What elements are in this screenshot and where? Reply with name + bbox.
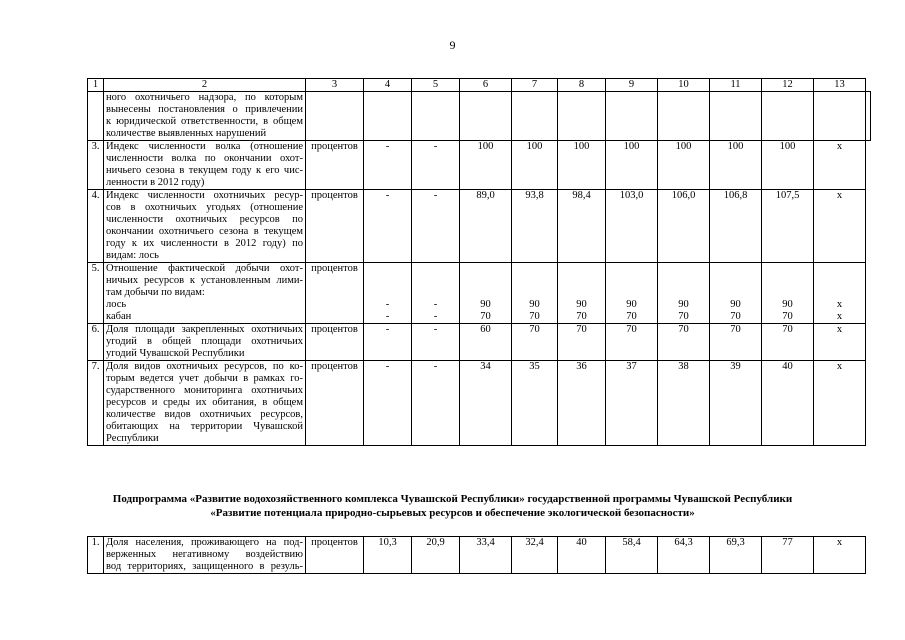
text-line: - bbox=[433, 361, 438, 372]
text-line: - bbox=[385, 361, 390, 372]
value-cell: 33,4 bbox=[460, 537, 512, 574]
table-row bbox=[88, 537, 866, 574]
value-cell bbox=[558, 361, 606, 446]
value-cell bbox=[364, 361, 412, 446]
indicators-table bbox=[87, 78, 871, 446]
value-cell bbox=[658, 141, 710, 190]
text-line: 93,8 bbox=[525, 190, 544, 201]
subprogram-title bbox=[0, 492, 905, 520]
text-line: численности волка по окончании охот- bbox=[106, 153, 303, 164]
indicator-name bbox=[104, 263, 306, 324]
subprogram-table bbox=[87, 536, 866, 574]
indicator-name bbox=[104, 190, 306, 263]
value-cell bbox=[866, 92, 871, 141]
unit-cell bbox=[306, 92, 364, 141]
spacer bbox=[764, 275, 811, 287]
text-line: - bbox=[433, 190, 438, 201]
text-line: 70 bbox=[782, 311, 793, 322]
text-line: x bbox=[836, 141, 843, 152]
text-line: 100 bbox=[526, 141, 543, 152]
row-number: 5. bbox=[88, 263, 104, 324]
column-header: 6 bbox=[460, 79, 512, 92]
text-line: численности охотничьих ресурсов по bbox=[106, 214, 303, 225]
text-line: 89,0 bbox=[476, 190, 495, 201]
row-number: 7. bbox=[88, 361, 104, 446]
text-line: - bbox=[385, 299, 390, 310]
text-line: лось bbox=[106, 299, 127, 310]
column-header: 12 bbox=[762, 79, 814, 92]
value-cell: 77 bbox=[762, 537, 814, 574]
value-cell bbox=[460, 92, 512, 141]
value-cell bbox=[512, 92, 558, 141]
column-header: 13 bbox=[814, 79, 866, 92]
text-line: Индекс численности волка (отношение bbox=[106, 141, 303, 152]
spacer bbox=[660, 275, 707, 287]
text-line: - bbox=[433, 141, 438, 152]
text-line: 70 bbox=[782, 324, 793, 335]
value-cell: 69,3 bbox=[710, 537, 762, 574]
text-line: 38 bbox=[678, 361, 689, 372]
table-row bbox=[88, 263, 871, 324]
text-line: ресурсов и среды их обитания, в общем bbox=[106, 397, 303, 408]
value-cell bbox=[658, 263, 710, 324]
spacer bbox=[514, 275, 555, 287]
text-line: 70 bbox=[678, 311, 689, 322]
value-cell bbox=[814, 92, 866, 141]
text-line: 103,0 bbox=[619, 190, 644, 201]
text-line: 90 bbox=[730, 299, 741, 310]
subprogram-title-line: Подпрограмма «Развитие водохозяйственного комплекса Чувашской Республики» государственной программы Чувашской Республики bbox=[112, 493, 793, 505]
column-header: 2 bbox=[104, 79, 306, 92]
text-line: 90 bbox=[626, 299, 637, 310]
value-cell bbox=[762, 263, 814, 324]
column-header: 9 bbox=[606, 79, 658, 92]
text-line: x bbox=[836, 324, 843, 335]
column-header: 11 bbox=[710, 79, 762, 92]
value-cell bbox=[460, 361, 512, 446]
value-cell bbox=[814, 190, 866, 263]
text-line: Индекс численности охотничьих ресур- bbox=[106, 190, 303, 201]
text-line: вынесены постановления о привлечении bbox=[106, 104, 303, 115]
spacer bbox=[660, 287, 707, 299]
text-line: вод территориях, защищенного в резуль- bbox=[106, 561, 303, 572]
value-cell bbox=[606, 324, 658, 361]
spacer bbox=[660, 263, 707, 275]
text-line: - bbox=[433, 324, 438, 335]
value-cell bbox=[512, 141, 558, 190]
text-line: 60 bbox=[480, 324, 491, 335]
value-cell bbox=[658, 324, 710, 361]
text-line: 100 bbox=[623, 141, 640, 152]
spacer bbox=[712, 287, 759, 299]
subprogram-title-line: «Развитие потенциала природно-сырьевых ресурсов и обеспечение экологической безопасности» bbox=[210, 507, 695, 519]
value-cell: 32,4 bbox=[512, 537, 558, 574]
value-cell bbox=[364, 263, 412, 324]
spacer bbox=[764, 263, 811, 275]
text-line: угодий в общей площади охотничьих bbox=[106, 336, 303, 347]
text-line: 90 bbox=[782, 299, 793, 310]
value-cell: 40 bbox=[558, 537, 606, 574]
spacer bbox=[560, 275, 603, 287]
spacer bbox=[608, 275, 655, 287]
subprogram-table-body bbox=[88, 537, 866, 574]
text-line: году к их численности в 2012 году) по bbox=[106, 238, 303, 249]
spacer bbox=[462, 263, 509, 275]
value-cell bbox=[762, 92, 814, 141]
value-cell bbox=[710, 190, 762, 263]
value-cell bbox=[710, 141, 762, 190]
spacer bbox=[366, 287, 409, 299]
text-line: - bbox=[385, 190, 390, 201]
column-header: 8 bbox=[558, 79, 606, 92]
value-cell bbox=[412, 190, 460, 263]
table-row bbox=[88, 92, 871, 141]
text-line: количестве выявленных нарушений bbox=[106, 128, 267, 139]
text-line: 90 bbox=[529, 299, 540, 310]
page-number: 9 bbox=[449, 38, 456, 52]
spacer bbox=[816, 263, 863, 275]
value-cell: 58,4 bbox=[606, 537, 658, 574]
spacer bbox=[514, 287, 555, 299]
text-line: ничьего сезона в текущем году к его чис- bbox=[106, 165, 303, 176]
value-cell bbox=[512, 324, 558, 361]
text-line: 37 bbox=[626, 361, 637, 372]
spacer bbox=[608, 263, 655, 275]
table-row bbox=[88, 324, 871, 361]
value-cell bbox=[412, 141, 460, 190]
unit-cell: процентов bbox=[306, 190, 364, 263]
value-cell: 10,3 bbox=[364, 537, 412, 574]
text-line: 107,5 bbox=[775, 190, 800, 201]
text-line: 36 bbox=[576, 361, 587, 372]
text-line: 70 bbox=[480, 311, 491, 322]
value-cell bbox=[762, 324, 814, 361]
text-line: - bbox=[385, 311, 390, 322]
unit-cell: процентов bbox=[306, 141, 364, 190]
value-cell bbox=[412, 361, 460, 446]
column-header: 7 bbox=[512, 79, 558, 92]
spacer bbox=[366, 275, 409, 287]
value-cell bbox=[606, 92, 658, 141]
indicator-name bbox=[104, 141, 306, 190]
value-cell bbox=[512, 263, 558, 324]
spacer bbox=[414, 263, 457, 275]
text-line: Республики bbox=[106, 433, 159, 444]
table-row bbox=[88, 141, 871, 190]
text-line: 70 bbox=[529, 324, 540, 335]
text-line: - bbox=[433, 311, 438, 322]
text-line: 70 bbox=[730, 311, 741, 322]
value-cell bbox=[558, 324, 606, 361]
spacer bbox=[414, 287, 457, 299]
text-line: x bbox=[836, 311, 843, 322]
row-number bbox=[88, 92, 104, 141]
text-line: верженных негативному воздействию bbox=[106, 549, 303, 560]
value-cell bbox=[606, 190, 658, 263]
text-line: торым ведется учет добычи в рамках го- bbox=[106, 373, 303, 384]
text-line: Доля площади закрепленных охотничьих bbox=[106, 324, 303, 335]
text-line: ного охотничьего надзора, по которым bbox=[106, 92, 303, 103]
unit-cell: процентов bbox=[306, 537, 364, 574]
text-line: там добычи по видам: bbox=[106, 287, 205, 298]
table-row bbox=[88, 190, 871, 263]
column-header: 3 bbox=[306, 79, 364, 92]
text-line: 90 bbox=[576, 299, 587, 310]
text-line: к юридической ответственности, в общем bbox=[106, 116, 303, 127]
table-row bbox=[88, 361, 871, 446]
spacer bbox=[816, 275, 863, 287]
text-line: 100 bbox=[675, 141, 692, 152]
spacer bbox=[514, 263, 555, 275]
value-cell bbox=[460, 324, 512, 361]
text-line: Доля населения, проживающего на под- bbox=[106, 537, 303, 548]
text-line: 90 bbox=[678, 299, 689, 310]
text-line: 70 bbox=[529, 311, 540, 322]
spacer bbox=[712, 275, 759, 287]
spacer bbox=[414, 275, 457, 287]
value-cell bbox=[606, 361, 658, 446]
unit-cell: процентов bbox=[306, 361, 364, 446]
spacer bbox=[816, 287, 863, 299]
indicator-name bbox=[104, 324, 306, 361]
value-cell bbox=[814, 324, 866, 361]
column-header: 10 bbox=[658, 79, 710, 92]
row-number: 4. bbox=[88, 190, 104, 263]
text-line: 70 bbox=[626, 311, 637, 322]
value-cell bbox=[606, 263, 658, 324]
indicator-name bbox=[104, 92, 306, 141]
value-cell bbox=[412, 92, 460, 141]
value-cell bbox=[762, 190, 814, 263]
value-cell bbox=[558, 92, 606, 141]
value-cell bbox=[814, 361, 866, 446]
unit-cell: процентов bbox=[306, 263, 364, 324]
value-cell bbox=[558, 190, 606, 263]
text-line: - bbox=[385, 141, 390, 152]
value-cell bbox=[710, 361, 762, 446]
table-body bbox=[88, 92, 871, 446]
text-line: 34 bbox=[480, 361, 491, 372]
text-line: x bbox=[836, 299, 843, 310]
value-cell bbox=[710, 324, 762, 361]
text-line: 106,0 bbox=[671, 190, 696, 201]
spacer bbox=[560, 263, 603, 275]
column-header: 1 bbox=[88, 79, 104, 92]
value-cell bbox=[710, 92, 762, 141]
text-line: 100 bbox=[779, 141, 796, 152]
value-cell bbox=[412, 324, 460, 361]
column-numbers-row bbox=[88, 79, 871, 92]
text-line: 70 bbox=[576, 311, 587, 322]
value-cell bbox=[814, 263, 866, 324]
text-line: количестве видов охотничьих ресурсов, bbox=[106, 409, 303, 420]
value-cell bbox=[558, 141, 606, 190]
spacer bbox=[462, 275, 509, 287]
text-line: кабан bbox=[106, 311, 132, 322]
spacer bbox=[764, 287, 811, 299]
value-cell bbox=[762, 141, 814, 190]
text-line: ленности в 2012 году) bbox=[106, 177, 205, 188]
text-line: 70 bbox=[678, 324, 689, 335]
row-number: 3. bbox=[88, 141, 104, 190]
text-line: 100 bbox=[477, 141, 494, 152]
text-line: 106,8 bbox=[723, 190, 748, 201]
value-cell bbox=[710, 263, 762, 324]
text-line: угодий Чувашской Республики bbox=[106, 348, 245, 359]
unit-cell: процентов bbox=[306, 324, 364, 361]
value-cell bbox=[460, 190, 512, 263]
text-line: - bbox=[433, 299, 438, 310]
spacer bbox=[608, 287, 655, 299]
text-line: x bbox=[836, 190, 843, 201]
spacer bbox=[712, 263, 759, 275]
value-cell bbox=[460, 141, 512, 190]
value-cell bbox=[658, 92, 710, 141]
indicator-name bbox=[104, 537, 306, 574]
value-cell bbox=[364, 190, 412, 263]
value-cell: 20,9 bbox=[412, 537, 460, 574]
text-line: 90 bbox=[480, 299, 491, 310]
text-line: x bbox=[836, 361, 843, 372]
text-line: обитающих на территории Чувашской bbox=[106, 421, 303, 432]
column-header: 4 bbox=[364, 79, 412, 92]
text-line: 100 bbox=[573, 141, 590, 152]
value-cell bbox=[558, 263, 606, 324]
spacer bbox=[366, 263, 409, 275]
text-line: Отношение фактической добычи охот- bbox=[106, 263, 303, 274]
spacer bbox=[560, 287, 603, 299]
value-cell bbox=[412, 263, 460, 324]
text-line: Доля видов охотничьих ресурсов, по ко- bbox=[106, 361, 303, 372]
value-cell bbox=[814, 141, 866, 190]
text-line: - bbox=[385, 324, 390, 335]
value-cell bbox=[658, 190, 710, 263]
text-line: 39 bbox=[730, 361, 741, 372]
text-line: 70 bbox=[730, 324, 741, 335]
text-line: 98,4 bbox=[572, 190, 591, 201]
value-cell bbox=[364, 324, 412, 361]
value-cell bbox=[512, 361, 558, 446]
value-cell bbox=[762, 361, 814, 446]
text-line: 70 bbox=[626, 324, 637, 335]
value-cell bbox=[512, 190, 558, 263]
text-line: сов в охотничьих угодьях (отношение bbox=[106, 202, 303, 213]
indicator-name bbox=[104, 361, 306, 446]
value-cell bbox=[364, 92, 412, 141]
value-cell bbox=[364, 141, 412, 190]
column-header: 5 bbox=[412, 79, 460, 92]
value-cell: x bbox=[814, 537, 866, 574]
row-number: 1. bbox=[88, 537, 104, 574]
value-cell bbox=[460, 263, 512, 324]
text-line: 35 bbox=[529, 361, 540, 372]
text-line: 70 bbox=[576, 324, 587, 335]
text-line: сударственного мониторинга охотничьих bbox=[106, 385, 303, 396]
value-cell bbox=[658, 361, 710, 446]
value-cell: 64,3 bbox=[658, 537, 710, 574]
text-line: видам: лось bbox=[106, 250, 159, 261]
text-line: окончании охотничьего сезона в текущем bbox=[106, 226, 303, 237]
spacer bbox=[462, 287, 509, 299]
text-line: 100 bbox=[727, 141, 744, 152]
text-line: 40 bbox=[782, 361, 793, 372]
row-number: 6. bbox=[88, 324, 104, 361]
value-cell bbox=[606, 141, 658, 190]
text-line: ничьих ресурсов к установленным лими- bbox=[106, 275, 303, 286]
